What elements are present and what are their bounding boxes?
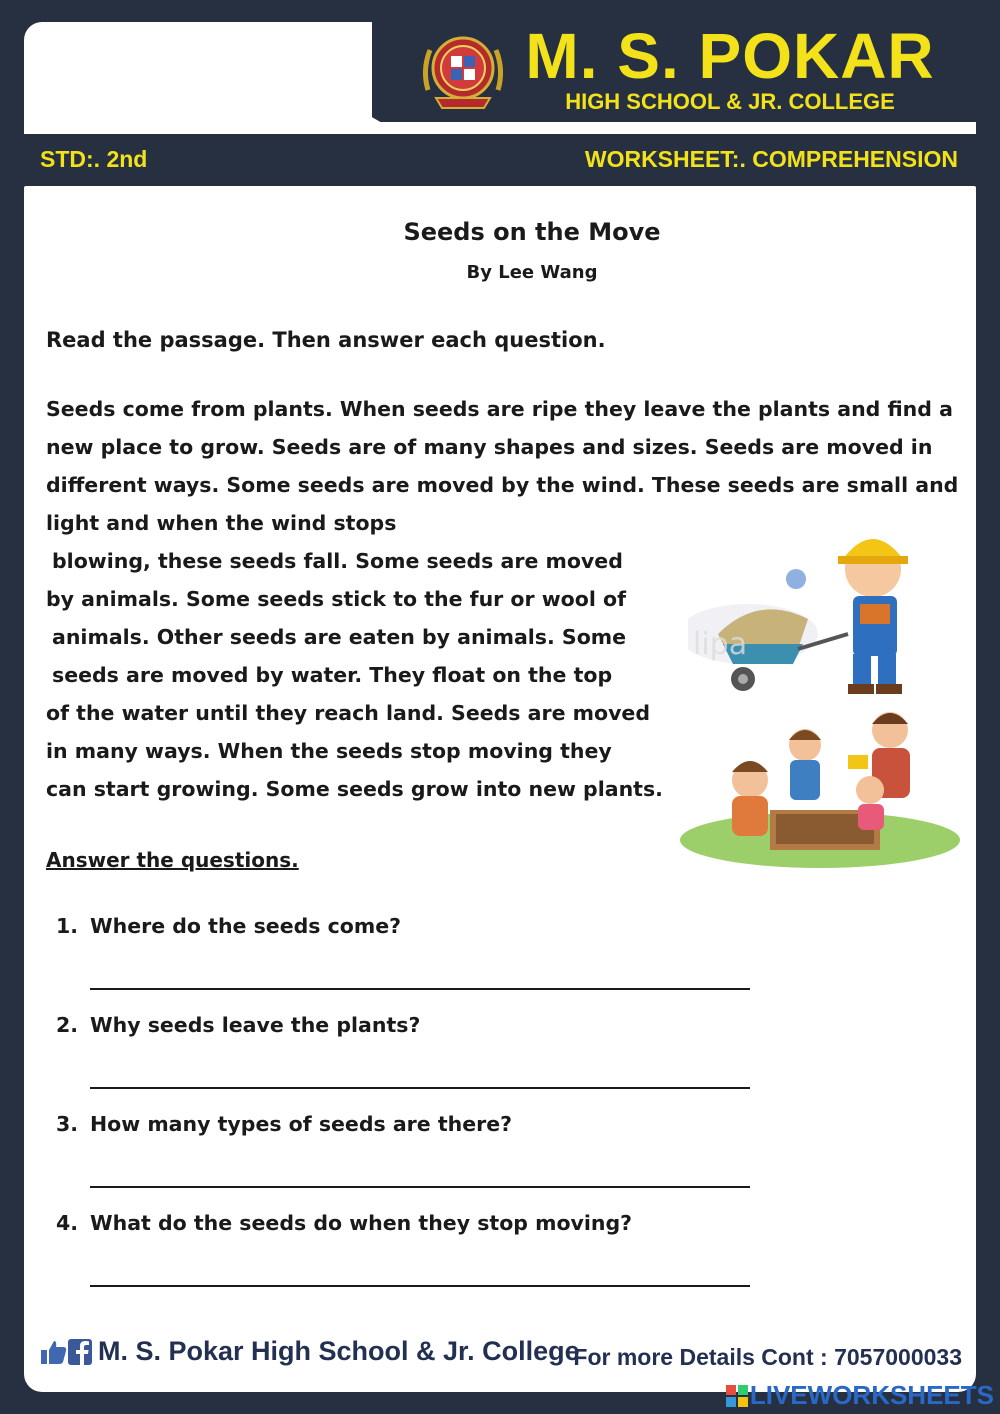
svg-text:lipa: lipa: [693, 627, 748, 662]
question-number: 3.: [56, 1112, 79, 1136]
question-item: [56, 1013, 420, 1037]
passage-line: light and when the wind stops: [46, 511, 397, 535]
footer-school-name: [40, 1336, 580, 1367]
header-white-panel: [24, 22, 372, 124]
question-text: Why seeds leave the plants?: [90, 1013, 421, 1037]
question-number: 4.: [56, 1211, 79, 1235]
question-item: [56, 1112, 512, 1136]
question-number: 2.: [56, 1013, 79, 1037]
watermark-text: LIVEWORKSHEETS: [749, 1380, 994, 1410]
school-name: M. S. POKAR: [525, 20, 935, 92]
worker-wheelbarrow-illustration: [688, 524, 958, 704]
passage-line: can start growing. Some seeds grow into new plants.: [46, 777, 663, 801]
answer-line[interactable]: [90, 1087, 750, 1089]
school-subtitle: HIGH SCHOOL & JR. COLLEGE: [565, 89, 895, 114]
question-number: 1.: [56, 914, 79, 938]
passage-line: blowing, these seeds fall. Some seeds are moved: [52, 549, 623, 573]
liveworksheets-watermark: [726, 1380, 994, 1411]
answer-line[interactable]: [90, 988, 750, 990]
header-divider: [24, 122, 976, 134]
family-planting-illustration: [680, 700, 962, 870]
passage-title: Seeds on the Move: [403, 218, 661, 246]
like-icon: [40, 1339, 68, 1365]
social-icons: [40, 1339, 92, 1365]
passage-line: of the water until they reach land. Seeds are moved: [46, 701, 651, 725]
passage-author: By Lee Wang: [466, 262, 598, 283]
question-item: [56, 914, 401, 938]
passage-line: seeds are moved by water. They float on the top: [52, 663, 613, 687]
instruction-text: Read the passage. Then answer each question.: [46, 328, 606, 352]
school-logo-emblem: [418, 30, 508, 112]
liveworksheets-logo-icon: [726, 1385, 748, 1407]
answer-line[interactable]: [90, 1285, 750, 1287]
question-text: How many types of seeds are there?: [90, 1112, 513, 1136]
facebook-icon: [68, 1339, 92, 1365]
worksheet-type-label: WORKSHEET:. COMPREHENSION: [584, 146, 958, 172]
std-label: STD:. 2nd: [40, 146, 148, 172]
passage-line: Seeds come from plants. When seeds are ripe they leave the plants and find a: [46, 397, 953, 421]
footer-contact: For more Details Cont : 7057000033: [573, 1344, 962, 1370]
footer-left-text: M. S. Pokar High School & Jr. College: [98, 1336, 580, 1366]
passage-line: different ways. Some seeds are moved by the wind. These seeds are small and: [46, 473, 959, 497]
header-curve: [330, 22, 420, 124]
question-item: [56, 1211, 632, 1235]
passage-line: new place to grow. Seeds are of many shapes and sizes. Seeds are moved in: [46, 435, 933, 459]
question-text: Where do the seeds come?: [90, 914, 402, 938]
answer-questions-heading: Answer the questions.: [46, 848, 299, 872]
question-text: What do the seeds do when they stop moving?: [90, 1211, 633, 1235]
passage-line: in many ways. When the seeds stop moving they: [46, 739, 612, 763]
passage-line: by animals. Some seeds stick to the fur or wool of: [46, 587, 627, 611]
answer-line[interactable]: [90, 1186, 750, 1188]
passage-line: animals. Other seeds are eaten by animals. Some: [52, 625, 627, 649]
